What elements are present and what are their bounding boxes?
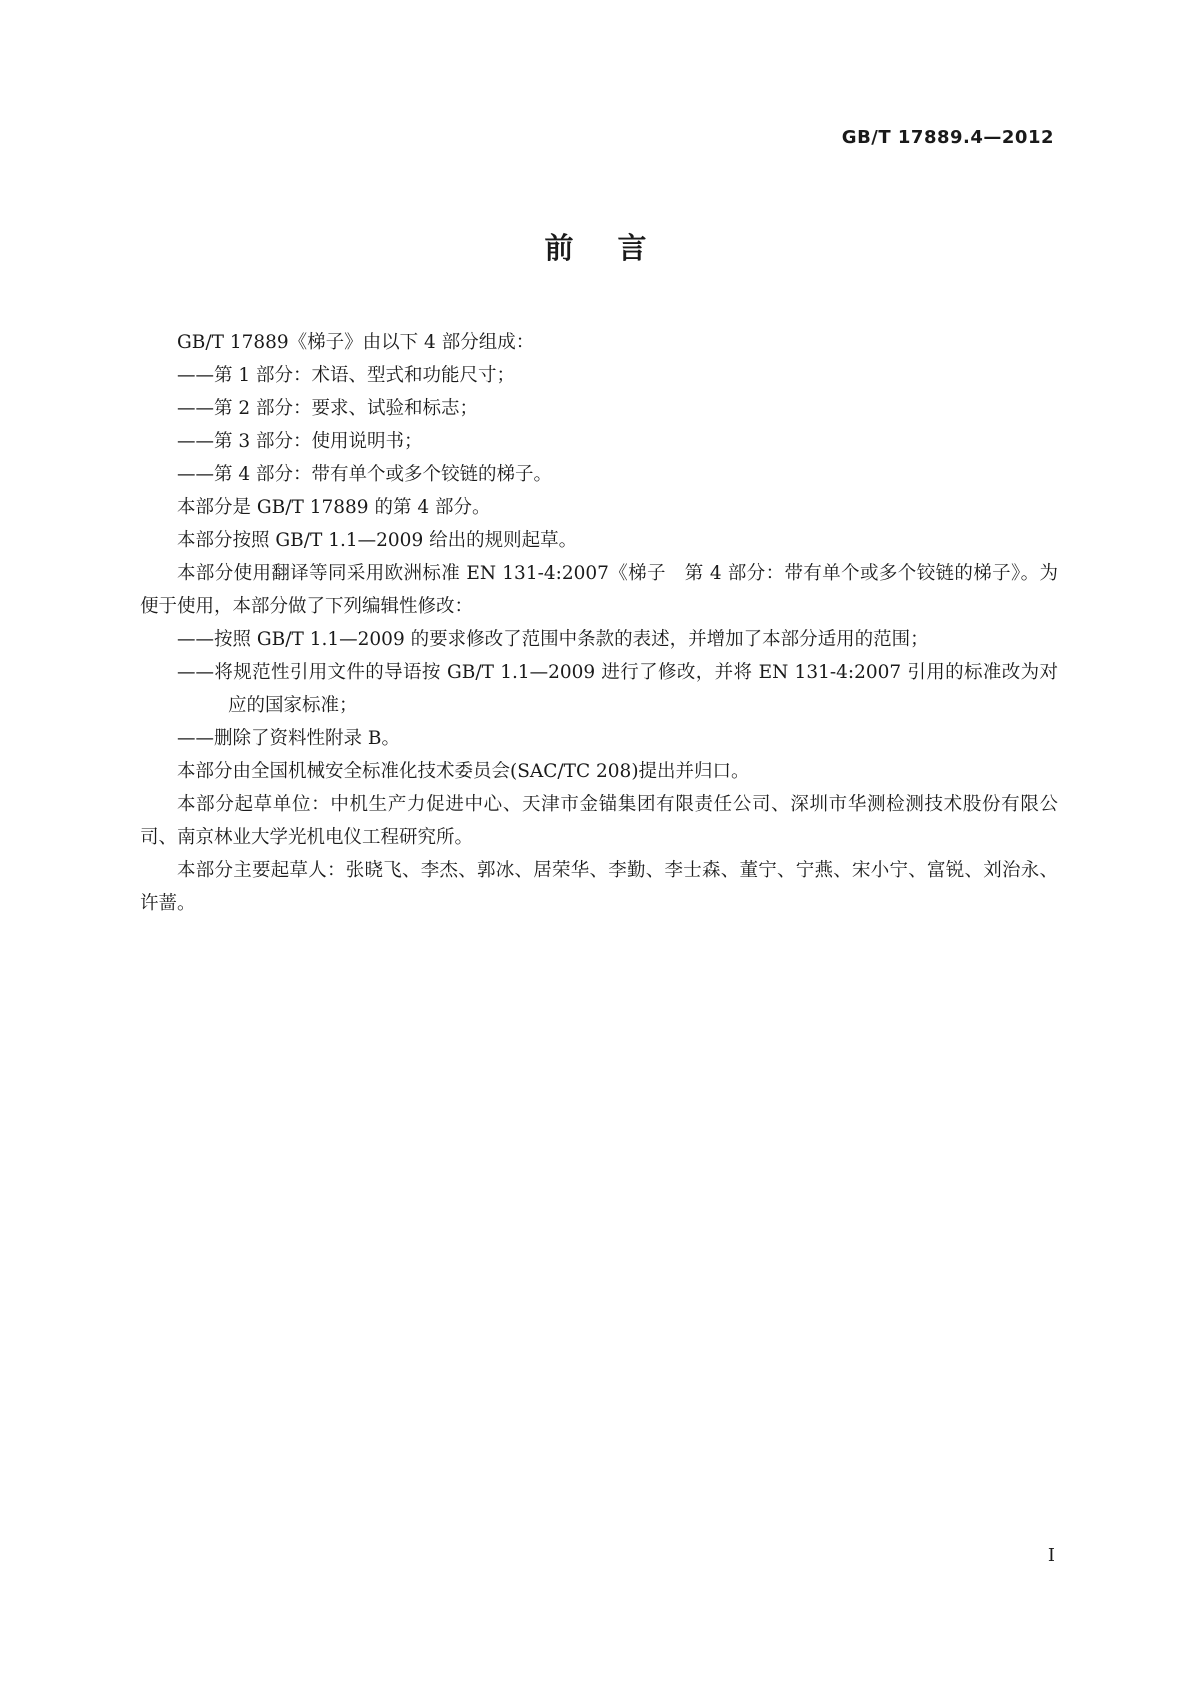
list-item-part-2: ——第 2 部分：要求、试验和标志； [177, 398, 479, 419]
paragraph-drafting-units: 本部分起草单位：中机生产力促进中心、天津市金锚集团有限责任公司、深圳市华测检测技术股份有限公司、南京林业大学光机电仪工程研究所。 [140, 794, 1058, 848]
list-item-modification-1: ——按照 GB/T 1.1—2009 的要求修改了范围中条款的表述，并增加了本部分适用的范围； [177, 629, 929, 650]
list-item-modification-3: ——删除了资料性附录 B。 [177, 728, 400, 749]
paragraph-adoption: 本部分使用翻译等同采用欧洲标准 EN 131-4:2007《梯子 第 4 部分：带有单个或多个铰链的梯子》。为便于使用，本部分做了下列编辑性修改： [140, 563, 1058, 617]
paragraph-composition: GB/T 17889《梯子》由以下 4 部分组成： [177, 332, 535, 353]
list-item-part-1: ——第 1 部分：术语、型式和功能尺寸； [177, 365, 516, 386]
list-item-part-3: ——第 3 部分：使用说明书； [177, 431, 423, 452]
foreword-body [140, 326, 1058, 920]
paragraph-drafting-rules: 本部分按照 GB/T 1.1—2009 给出的规则起草。 [177, 530, 578, 551]
page-title: 前言 [544, 231, 691, 265]
list-item-part-4: ——第 4 部分：带有单个或多个铰链的梯子。 [177, 464, 553, 485]
paragraph-this-part: 本部分是 GB/T 17889 的第 4 部分。 [177, 497, 491, 518]
paragraph-proposed-by: 本部分由全国机械安全标准化技术委员会(SAC/TC 208)提出并归口。 [177, 761, 750, 782]
paragraph-drafters: 本部分主要起草人：张晓飞、李杰、郭冰、居荣华、李勤、李士森、董宁、宁燕、宋小宁、富锐、刘治永、许蔷。 [140, 860, 1058, 914]
page-number: I [1047, 1545, 1055, 1566]
list-item-modification-2: ——将规范性引用文件的导语按 GB/T 1.1—2009 进行了修改，并将 EN 131-4:2007 引用的标准改为对应的国家标准； [177, 662, 1058, 716]
standard-number: GB/T 17889.4—2012 [841, 127, 1054, 148]
